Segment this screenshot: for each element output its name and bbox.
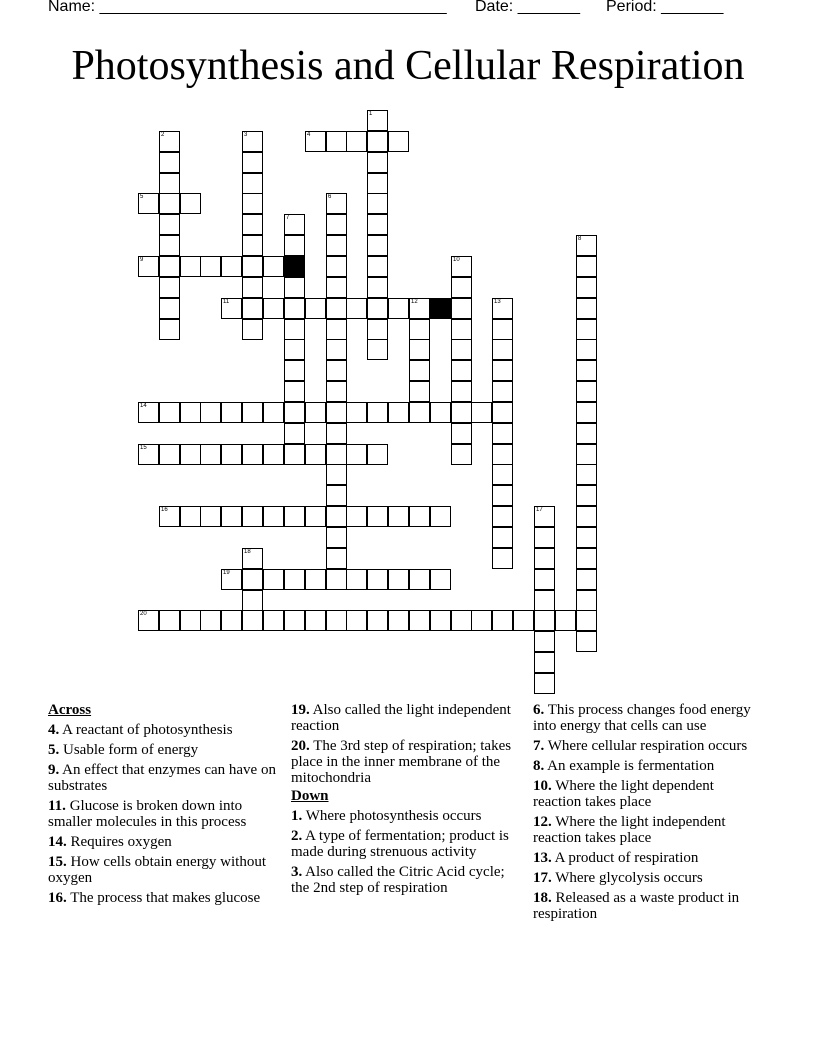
crossword-cell[interactable] (284, 214, 305, 235)
crossword-cell[interactable] (326, 506, 347, 527)
crossword-cell[interactable] (159, 298, 180, 319)
crossword-cell[interactable] (576, 235, 597, 256)
crossword-cell[interactable] (534, 631, 555, 652)
crossword-cell[interactable] (263, 569, 284, 590)
clue-number: 12 (411, 299, 418, 305)
crossword-cell[interactable] (576, 298, 597, 319)
crossword-cell[interactable] (346, 506, 367, 527)
crossword-cell[interactable] (409, 610, 430, 631)
crossword-cell[interactable] (576, 548, 597, 569)
crossword-cell[interactable] (513, 610, 534, 631)
crossword-cell[interactable] (576, 277, 597, 298)
crossword-cell[interactable] (576, 381, 597, 402)
clues-column-1 (48, 702, 276, 910)
crossword-cell[interactable] (284, 610, 305, 631)
crossword-cell[interactable] (576, 402, 597, 423)
clue-across-14: 14. Requires oxygen (48, 834, 172, 850)
crossword-cell[interactable] (326, 277, 347, 298)
crossword-cell[interactable] (242, 548, 263, 569)
crossword-cell[interactable] (284, 506, 305, 527)
clue-across-5: 5. Usable form of energy (48, 742, 199, 758)
crossword-cell[interactable] (159, 256, 180, 277)
crossword-cell[interactable] (242, 610, 263, 631)
clue-number: 3 (244, 132, 248, 138)
crossword-cell[interactable] (284, 277, 305, 298)
crossword-cell[interactable] (576, 339, 597, 360)
crossword-cell[interactable] (200, 610, 221, 631)
crossword-cell[interactable] (471, 610, 492, 631)
crossword-cell[interactable] (305, 402, 326, 423)
crossword-cell[interactable] (451, 402, 472, 423)
crossword-cell[interactable] (326, 423, 347, 444)
clue-down-7: 7. Where cellular respiration occurs (533, 738, 748, 754)
crossword-cell[interactable] (326, 527, 347, 548)
clue-down-18: 18. Released as a waste product in respiration (533, 890, 740, 922)
crossword-cell[interactable] (451, 277, 472, 298)
crossword-cell[interactable] (305, 569, 326, 590)
crossword-cell[interactable] (221, 402, 242, 423)
crossword-cell[interactable] (221, 256, 242, 277)
crossword-cell[interactable] (346, 131, 367, 152)
crossword-cell[interactable] (138, 193, 159, 214)
crossword-cell[interactable] (180, 444, 201, 465)
crossword-cell[interactable] (242, 444, 263, 465)
crossword-cell[interactable] (326, 610, 347, 631)
name-field[interactable]: Name: _______________________________________ (48, 0, 447, 15)
crossword-cell[interactable] (326, 319, 347, 340)
crossword-cell[interactable] (576, 423, 597, 444)
clue-down-1: 1. Where photosynthesis occurs (291, 808, 482, 824)
crossword-cell[interactable] (138, 402, 159, 423)
crossword-cell[interactable] (242, 569, 263, 590)
crossword-cell[interactable] (451, 381, 472, 402)
clue-across-16: 16. The process that makes glucose (48, 890, 261, 906)
black-square (284, 256, 305, 277)
crossword-cell[interactable] (409, 402, 430, 423)
clue-number: 16 (161, 507, 168, 513)
crossword-cell[interactable] (200, 506, 221, 527)
crossword-cell[interactable] (451, 423, 472, 444)
crossword-cell[interactable] (326, 548, 347, 569)
crossword-cell[interactable] (180, 506, 201, 527)
crossword-cell[interactable] (388, 610, 409, 631)
clue-number: 13 (494, 299, 501, 305)
crossword-cell[interactable] (200, 402, 221, 423)
clue-down-10: 10. Where the light dependent reaction takes place (533, 778, 714, 810)
crossword-cell[interactable] (534, 506, 555, 527)
crossword-cell[interactable] (242, 256, 263, 277)
crossword-cell[interactable] (221, 506, 242, 527)
crossword-cell[interactable] (367, 152, 388, 173)
crossword-cell[interactable] (242, 506, 263, 527)
crossword-cell[interactable] (242, 235, 263, 256)
crossword-cell[interactable] (409, 381, 430, 402)
crossword-cell[interactable] (326, 402, 347, 423)
crossword-cell[interactable] (242, 298, 263, 319)
crossword-cell[interactable] (138, 444, 159, 465)
crossword-cell[interactable] (242, 590, 263, 611)
clue-down-8: 8. An example is fermentation (533, 758, 715, 774)
crossword-cell[interactable] (221, 569, 242, 590)
black-square (430, 298, 451, 319)
crossword-cell[interactable] (284, 360, 305, 381)
crossword-cell[interactable] (367, 319, 388, 340)
crossword-cell[interactable] (471, 402, 492, 423)
crossword-cell[interactable] (492, 506, 513, 527)
crossword-cell[interactable] (284, 402, 305, 423)
crossword-cell[interactable] (367, 110, 388, 131)
crossword-cell[interactable] (242, 152, 263, 173)
crossword-cell[interactable] (576, 464, 597, 485)
crossword-cell[interactable] (159, 402, 180, 423)
crossword-cell[interactable] (284, 444, 305, 465)
crossword-cell[interactable] (534, 610, 555, 631)
crossword-cell[interactable] (326, 235, 347, 256)
crossword-cell[interactable] (180, 256, 201, 277)
clue-down-12: 12. Where the light independent reaction takes place (533, 814, 726, 846)
crossword-cell[interactable] (326, 360, 347, 381)
crossword-cell[interactable] (367, 173, 388, 194)
clue-down-3: 3. Also called the Citric Acid cycle; the 2nd step of respiration (291, 864, 505, 896)
crossword-cell[interactable] (242, 173, 263, 194)
crossword-cell[interactable] (326, 193, 347, 214)
crossword-cell[interactable] (326, 569, 347, 590)
crossword-cell[interactable] (367, 402, 388, 423)
crossword-cell[interactable] (576, 590, 597, 611)
crossword-cell[interactable] (180, 193, 201, 214)
crossword-cell[interactable] (263, 298, 284, 319)
crossword-cell[interactable] (346, 402, 367, 423)
crossword-cell[interactable] (492, 319, 513, 340)
crossword-cell[interactable] (346, 444, 367, 465)
crossword-cell[interactable] (263, 444, 284, 465)
crossword-cell[interactable] (242, 277, 263, 298)
crossword-cell[interactable] (492, 360, 513, 381)
crossword-cell[interactable] (200, 256, 221, 277)
clue-number: 20 (140, 611, 147, 617)
crossword-cell[interactable] (180, 610, 201, 631)
crossword-cell[interactable] (284, 569, 305, 590)
crossword-cell[interactable] (409, 360, 430, 381)
clue-number: 5 (140, 194, 144, 200)
crossword-cell[interactable] (242, 193, 263, 214)
clue-across-20: 20. The 3rd step of respiration; takes place in the inner membrane of the mitochondria (291, 738, 512, 786)
across-heading: Across (48, 702, 92, 718)
crossword-cell[interactable] (409, 506, 430, 527)
crossword-cell[interactable] (138, 256, 159, 277)
crossword-cell[interactable] (388, 506, 409, 527)
crossword-cell[interactable] (221, 298, 242, 319)
crossword-cell[interactable] (346, 569, 367, 590)
crossword-cell[interactable] (388, 298, 409, 319)
crossword-cell[interactable] (534, 569, 555, 590)
crossword-cell[interactable] (492, 485, 513, 506)
crossword-cell[interactable] (326, 444, 347, 465)
crossword-cell[interactable] (242, 214, 263, 235)
crossword-cell[interactable] (492, 298, 513, 319)
crossword-cell[interactable] (180, 402, 201, 423)
crossword-cell[interactable] (451, 360, 472, 381)
crossword-cell[interactable] (242, 131, 263, 152)
crossword-cell[interactable] (326, 131, 347, 152)
crossword-cell[interactable] (263, 256, 284, 277)
crossword-cell[interactable] (388, 402, 409, 423)
crossword-cell[interactable] (576, 360, 597, 381)
crossword-cell[interactable] (492, 402, 513, 423)
crossword-cell[interactable] (200, 444, 221, 465)
clue-number: 11 (223, 299, 230, 305)
crossword-cell[interactable] (451, 339, 472, 360)
crossword-cell[interactable] (326, 339, 347, 360)
crossword-cell[interactable] (326, 485, 347, 506)
worksheet-title: Photosynthesis and Cellular Respiration (71, 43, 745, 89)
crossword-cell[interactable] (159, 444, 180, 465)
crossword-cell[interactable] (492, 610, 513, 631)
clue-down-6: 6. This process changes food energy into energy that cells can use (533, 702, 751, 734)
crossword-cell[interactable] (221, 610, 242, 631)
crossword-cell[interactable] (367, 277, 388, 298)
clue-number: 10 (453, 257, 460, 263)
clue-across-9: 9. An effect that enzymes can have on substrates (48, 762, 276, 794)
crossword-cell[interactable] (367, 298, 388, 319)
clues-column-2 (291, 702, 523, 900)
date-field[interactable]: Date: _______ (475, 0, 580, 15)
crossword-cell[interactable] (451, 319, 472, 340)
crossword-cell[interactable] (576, 444, 597, 465)
crossword-cell[interactable] (576, 506, 597, 527)
crossword-cell[interactable] (159, 214, 180, 235)
crossword-cell[interactable] (409, 298, 430, 319)
crossword-cell[interactable] (242, 319, 263, 340)
crossword-cell[interactable] (367, 506, 388, 527)
crossword-cell[interactable] (284, 319, 305, 340)
clue-across-11: 11. Glucose is broken down into smaller molecules in this process (48, 798, 247, 830)
crossword-cell[interactable] (346, 610, 367, 631)
crossword-cell[interactable] (305, 444, 326, 465)
clue-number: 9 (140, 257, 144, 263)
crossword-cell[interactable] (367, 214, 388, 235)
crossword-cell[interactable] (159, 319, 180, 340)
crossword-cell[interactable] (451, 256, 472, 277)
crossword-cell[interactable] (367, 339, 388, 360)
crossword-cell[interactable] (159, 152, 180, 173)
crossword-cell[interactable] (367, 193, 388, 214)
clue-down-17: 17. Where glycolysis occurs (533, 870, 703, 886)
crossword-cell[interactable] (451, 298, 472, 319)
clue-number: 17 (536, 507, 543, 513)
crossword-cell[interactable] (430, 402, 451, 423)
crossword-cell[interactable] (159, 277, 180, 298)
clue-number: 18 (244, 549, 251, 555)
crossword-cell[interactable] (305, 610, 326, 631)
crossword-cell[interactable] (576, 569, 597, 590)
clue-number: 6 (328, 194, 332, 200)
crossword-cell[interactable] (576, 610, 597, 631)
crossword-cell[interactable] (326, 256, 347, 277)
crossword-cell[interactable] (284, 339, 305, 360)
clue-across-15: 15. How cells obtain energy without oxygen (48, 854, 267, 886)
crossword-cell[interactable] (555, 610, 576, 631)
crossword-cell[interactable] (242, 402, 263, 423)
crossword-cell[interactable] (492, 423, 513, 444)
crossword-cell[interactable] (159, 506, 180, 527)
clue-number: 19 (223, 570, 230, 576)
clue-number: 15 (140, 445, 147, 451)
clue-down-13: 13. A product of respiration (533, 850, 699, 866)
crossword-cell[interactable] (159, 193, 180, 214)
crossword-cell[interactable] (576, 631, 597, 652)
clue-number: 8 (578, 236, 582, 242)
clue-down-2: 2. A type of fermentation; product is made during strenuous activity (291, 828, 509, 860)
crossword-cell[interactable] (576, 485, 597, 506)
crossword-cell[interactable] (221, 444, 242, 465)
crossword-cell[interactable] (284, 235, 305, 256)
clue-number: 7 (286, 215, 290, 221)
crossword-cell[interactable] (492, 464, 513, 485)
clue-number: 14 (140, 403, 147, 409)
crossword-cell[interactable] (159, 235, 180, 256)
crossword-cell[interactable] (326, 298, 347, 319)
crossword-cell[interactable] (263, 402, 284, 423)
crossword-cell[interactable] (409, 319, 430, 340)
clue-number: 2 (161, 132, 165, 138)
crossword-cell[interactable] (367, 444, 388, 465)
crossword-cell[interactable] (367, 569, 388, 590)
crossword-cell[interactable] (451, 610, 472, 631)
crossword-cell[interactable] (409, 339, 430, 360)
period-field[interactable]: Period: _______ (606, 0, 724, 15)
crossword-cell[interactable] (305, 298, 326, 319)
crossword-cell[interactable] (326, 214, 347, 235)
crossword-cell[interactable] (534, 673, 555, 694)
crossword-cell[interactable] (159, 610, 180, 631)
clues-column-3 (533, 702, 763, 926)
crossword-cell[interactable] (451, 444, 472, 465)
crossword-cell[interactable] (305, 506, 326, 527)
crossword-cell[interactable] (430, 506, 451, 527)
clue-across-19: 19. Also called the light independent reaction (291, 702, 511, 734)
crossword-cell[interactable] (326, 381, 347, 402)
clue-number: 4 (307, 132, 311, 138)
crossword-cell[interactable] (492, 381, 513, 402)
crossword-cell[interactable] (367, 235, 388, 256)
crossword-cell[interactable] (367, 131, 388, 152)
crossword-cell[interactable] (388, 569, 409, 590)
crossword-cell[interactable] (159, 131, 180, 152)
crossword-cell[interactable] (388, 131, 409, 152)
crossword-cell[interactable] (367, 256, 388, 277)
crossword-cell[interactable] (576, 319, 597, 340)
crossword-cell[interactable] (534, 652, 555, 673)
crossword-cell[interactable] (534, 548, 555, 569)
crossword-cell[interactable] (492, 548, 513, 569)
crossword-cell[interactable] (534, 590, 555, 611)
crossword-cell[interactable] (576, 256, 597, 277)
clue-number: 1 (369, 111, 373, 117)
crossword-cell[interactable] (284, 298, 305, 319)
crossword-cell[interactable] (326, 464, 347, 485)
down-heading: Down (291, 788, 329, 804)
crossword-cell[interactable] (430, 610, 451, 631)
crossword-cell[interactable] (305, 131, 326, 152)
crossword-cell[interactable] (263, 506, 284, 527)
crossword-cell[interactable] (346, 298, 367, 319)
crossword-cell[interactable] (430, 569, 451, 590)
crossword-cell[interactable] (409, 569, 430, 590)
crossword-cell[interactable] (492, 444, 513, 465)
crossword-cell[interactable] (159, 173, 180, 194)
crossword-cell[interactable] (284, 423, 305, 444)
crossword-cell[interactable] (367, 610, 388, 631)
crossword-cell[interactable] (534, 527, 555, 548)
crossword-cell[interactable] (263, 610, 284, 631)
crossword-cell[interactable] (138, 610, 159, 631)
crossword-cell[interactable] (492, 527, 513, 548)
crossword-cell[interactable] (492, 339, 513, 360)
clue-across-4: 4. A reactant of photosynthesis (48, 722, 233, 738)
crossword-cell[interactable] (576, 527, 597, 548)
crossword-cell[interactable] (284, 381, 305, 402)
